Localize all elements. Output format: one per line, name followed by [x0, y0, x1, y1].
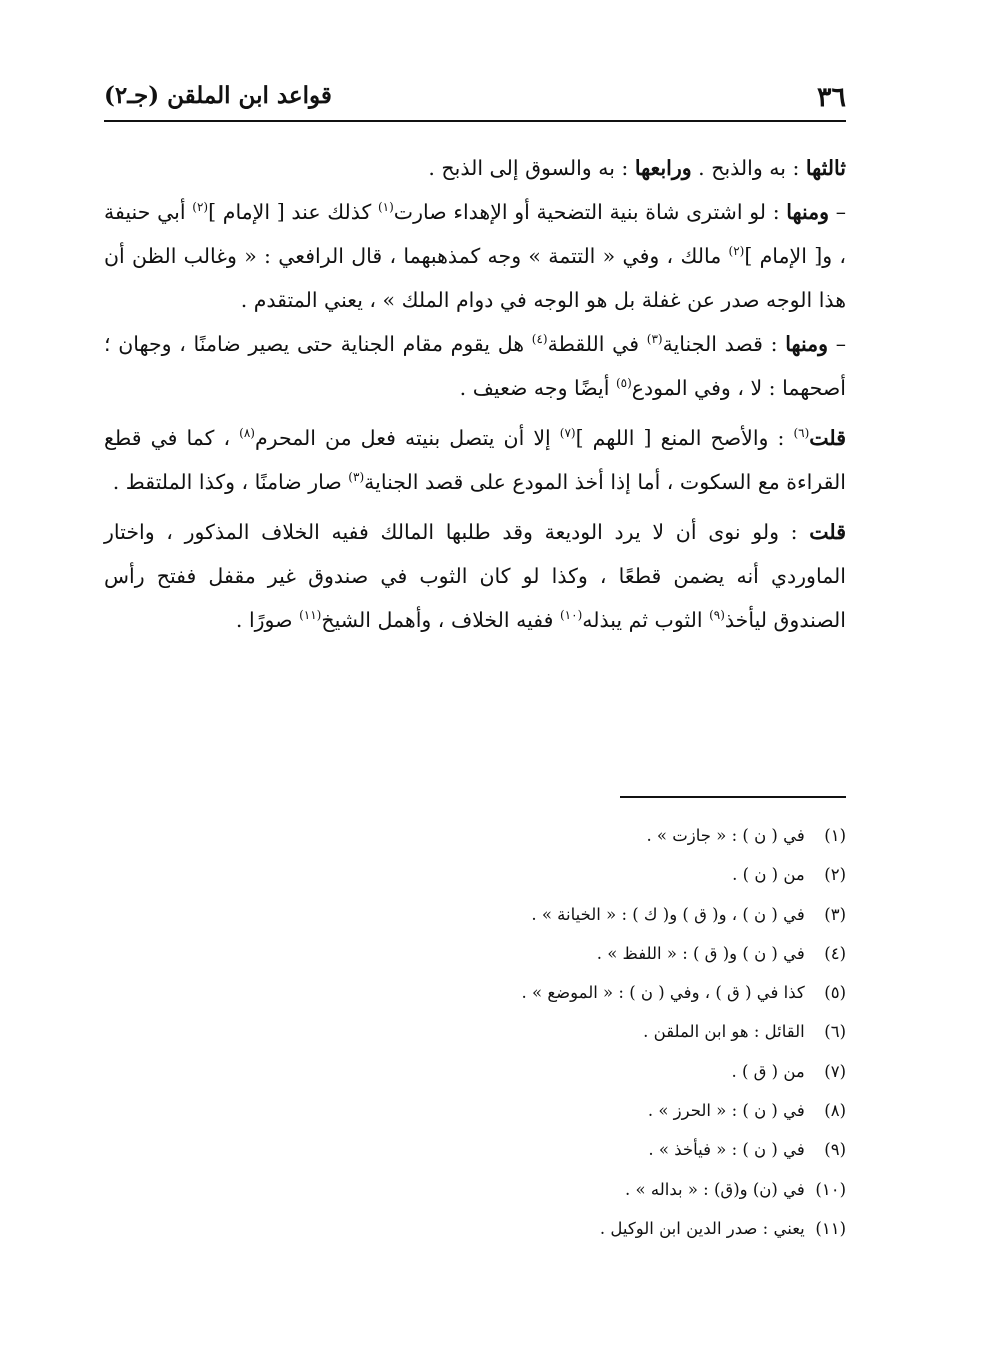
- footnote-number: (١٠): [815, 1179, 846, 1199]
- page-number: ٣٦: [816, 82, 846, 113]
- footnote-separator: [620, 796, 846, 798]
- text-run: –: [828, 332, 846, 356]
- footnote-number: (٣): [824, 904, 846, 924]
- footnote-number: (٩): [824, 1140, 846, 1160]
- text-run: الثوب ثم يبذله: [582, 608, 710, 632]
- text-run: –: [829, 200, 846, 224]
- keyword: ثالثها: [805, 156, 846, 180]
- footnote-ref: (٨): [239, 426, 255, 440]
- text-run: ، كما في قطع القراءة مع السكوت ، أما إذا أخذ المودع على قصد الجناية: [104, 426, 846, 494]
- footnote-ref: (٦): [793, 426, 810, 440]
- footnote: [104, 973, 846, 1012]
- paragraph: [104, 322, 846, 410]
- text-run: : لو اشترى شاة بنية التضحية أو الإهداء صارت: [393, 200, 787, 224]
- text-run: : قصد الجناية: [662, 332, 786, 356]
- text-run: : به والسوق إلى الذبح .: [428, 156, 635, 180]
- footnote-number: (٢): [824, 865, 846, 885]
- text-run: أيضًا وجه ضعيف .: [459, 376, 616, 400]
- footnote-text: يعني : صدر الدين ابن الوكيل .: [599, 1218, 810, 1238]
- footnote: [104, 855, 846, 894]
- footnote-number: (٤): [824, 943, 846, 963]
- keyword: قلت: [809, 520, 846, 544]
- footnote-text: في (ن) و(ق) : « بداله » .: [625, 1179, 810, 1199]
- text-run: صورًا .: [235, 608, 300, 632]
- keyword: ورابعها: [634, 156, 692, 180]
- footnote-number: (١): [824, 826, 846, 845]
- text-run: أبي حنيفة ، و[ الإمام ]: [104, 200, 846, 268]
- keyword: ومنها: [785, 332, 829, 356]
- paragraph: [104, 416, 846, 504]
- page-header: [104, 80, 846, 122]
- footnote: [104, 1170, 846, 1209]
- footnote-ref: (٥): [615, 376, 632, 390]
- footnote: [104, 1209, 846, 1248]
- text-run: في اللقطة: [547, 332, 647, 356]
- running-title: قواعد ابن الملقن (جـ٢): [104, 82, 332, 109]
- footnote-ref: (٢): [192, 200, 209, 214]
- footnote-text: في ( ن ) ، و( ق ) و( ك ) : « الخيانة » .: [531, 904, 810, 924]
- footnote-text: في ( ن ) : « جازت » .: [646, 826, 810, 845]
- text-run: ففيه الخلاف ، وأهمل الشيخ: [321, 608, 560, 632]
- footnote-text: القائل : هو ابن الملقن .: [643, 1022, 810, 1042]
- text-run: مالك ، وفي « التتمة » وجه كمذهبهما ، قال الرافعي : « وغالب الظن أن هذا الوجه صدر عن غفلة بل هو الوجه في دوام الملك » ، يعني المتقدم .: [104, 244, 846, 312]
- footnote-text: في ( ن ) : « فيأخذ » .: [648, 1140, 810, 1160]
- keyword: ومنها: [786, 200, 830, 224]
- text-run: : والأصح المنع [ اللهم ]: [575, 426, 794, 450]
- text-run: : به والذبح .: [691, 156, 806, 180]
- footnote-ref: (٤): [531, 332, 548, 346]
- footnote: [104, 1052, 846, 1091]
- footnote-text: من ( ق ) .: [731, 1061, 810, 1081]
- footnote-ref: (٣): [646, 332, 663, 346]
- footnote-ref: (٧): [559, 426, 576, 440]
- footnote-ref: (٢): [728, 244, 745, 258]
- text-run: كذلك عند [ الإمام ]: [208, 200, 378, 224]
- text-run: صار ضامنًا ، وكذا الملتقط .: [112, 470, 349, 494]
- footnote-text: كذا في ( ق ) ، وفي ( ن ) : « الموضع » .: [521, 983, 810, 1003]
- main-text: [104, 146, 846, 642]
- footnote-number: (٦): [824, 1022, 846, 1042]
- footnote: [104, 895, 846, 934]
- footnote-number: (١١): [815, 1218, 846, 1238]
- footnote-number: (٥): [824, 983, 846, 1003]
- footnote: [104, 1012, 846, 1051]
- keyword: قلت: [809, 426, 847, 450]
- footnote-ref: (١١): [299, 608, 322, 622]
- paragraph: [104, 190, 846, 322]
- text-run: : ولو نوى أن لا يرد الوديعة وقد طلبها المالك ففيه الخلاف المذكور ، واختار الماوردي أنه يضمن قطعًا ، وكذا لو كان الثوب في صندوق غير مقفل ففتح رأس الصندوق ليأخذ: [104, 520, 846, 632]
- footnote: [104, 816, 846, 855]
- footnote-text: في ( ن ) : « الحرز » .: [647, 1101, 810, 1121]
- text-run: إلا أن يتصل بنيته فعل من المحرم: [254, 426, 560, 450]
- footnote: [104, 1130, 846, 1169]
- footnote-text: في ( ن ) و( ق ) : « اللفظ » .: [596, 943, 810, 963]
- footnote-ref: (١): [377, 200, 394, 214]
- footnote: [104, 1091, 846, 1130]
- footnote-number: (٨): [824, 1101, 846, 1121]
- footnote-number: (٧): [824, 1061, 846, 1081]
- paragraph: [104, 510, 846, 642]
- footnote-text: من ( ن ) .: [732, 865, 810, 885]
- footnote-ref: (١٠): [559, 608, 583, 622]
- footnote-ref: (٩): [709, 608, 725, 622]
- text-run: هل يقوم مقام الجناية حتى يصير ضامنًا ، وجهان ؛ أصحهما : لا ، وفي المودع: [104, 332, 846, 400]
- footnotes: [104, 816, 846, 1248]
- paragraph: [104, 146, 846, 190]
- footnote: [104, 934, 846, 973]
- footnote-ref: (٣): [348, 470, 365, 484]
